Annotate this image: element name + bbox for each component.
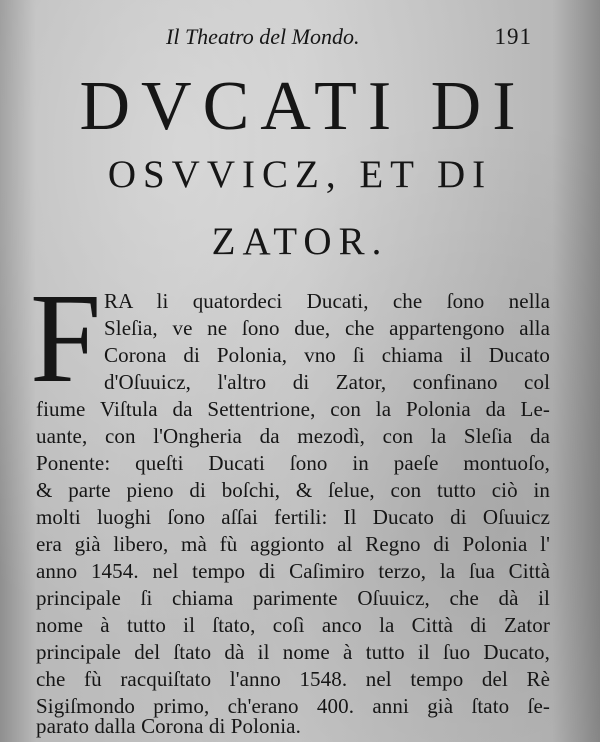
chapter-heading-line-1: DVCATI DI	[79, 68, 527, 145]
body-line: uante, con l'Ongheria da mezodì, con la Sleſia da	[36, 424, 550, 448]
chapter-heading-line-3: ZATOR.	[211, 220, 389, 263]
page-number: 191	[494, 24, 532, 49]
body-line: era già libero, mà fù aggionto al Regno di Polonia l'	[36, 532, 550, 556]
drop-cap: F	[30, 267, 102, 409]
body-line: anno 1454. nel tempo di Caſimiro terzo, la ſua Città	[36, 559, 550, 583]
body-line: principale del ſtato dà il nome à tutto il ſuo Ducato,	[36, 640, 550, 664]
body-line: principale ſi chiama parimente Oſuuicz, che dà il	[36, 586, 550, 610]
body-line: fiume Viſtula da Settentrione, con la Polonia da Le-	[36, 397, 550, 421]
body-line: parato dalla Corona di Polonia.	[36, 714, 301, 738]
body-line: Sleſia, ve ne ſono due, che appartengono alla	[104, 316, 550, 340]
body-line: & parte pieno di boſchi, & ſelue, con tutto ciò in	[36, 478, 550, 502]
body-line: Ponente: queſti Ducati ſono in paeſe montuoſo,	[36, 451, 550, 475]
body-line: d'Oſuuicz, l'altro di Zator, confinano col	[104, 370, 550, 394]
body-line: Sigiſmondo primo, ch'erano 400. anni già ſtato ſe-	[36, 694, 550, 718]
running-head	[60, 24, 532, 50]
body-line: nome à tutto il ſtato, coſì anco la Città di Zator	[36, 613, 550, 637]
body-line: che fù racquiſtato l'anno 1548. nel tempo del Rè	[36, 667, 550, 691]
body-line: molti luoghi ſono aſſai fertili: Il Ducato di Oſuuicz	[36, 505, 550, 529]
body-line: RA li quatordeci Ducati, che ſono nella	[104, 289, 550, 313]
chapter-heading-line-2: OSVVICZ, ET DI	[107, 153, 493, 196]
body-line: Corona di Polonia, vno ſi chiama il Ducato	[104, 343, 550, 367]
running-title: Il Theatro del Mondo.	[166, 24, 360, 49]
